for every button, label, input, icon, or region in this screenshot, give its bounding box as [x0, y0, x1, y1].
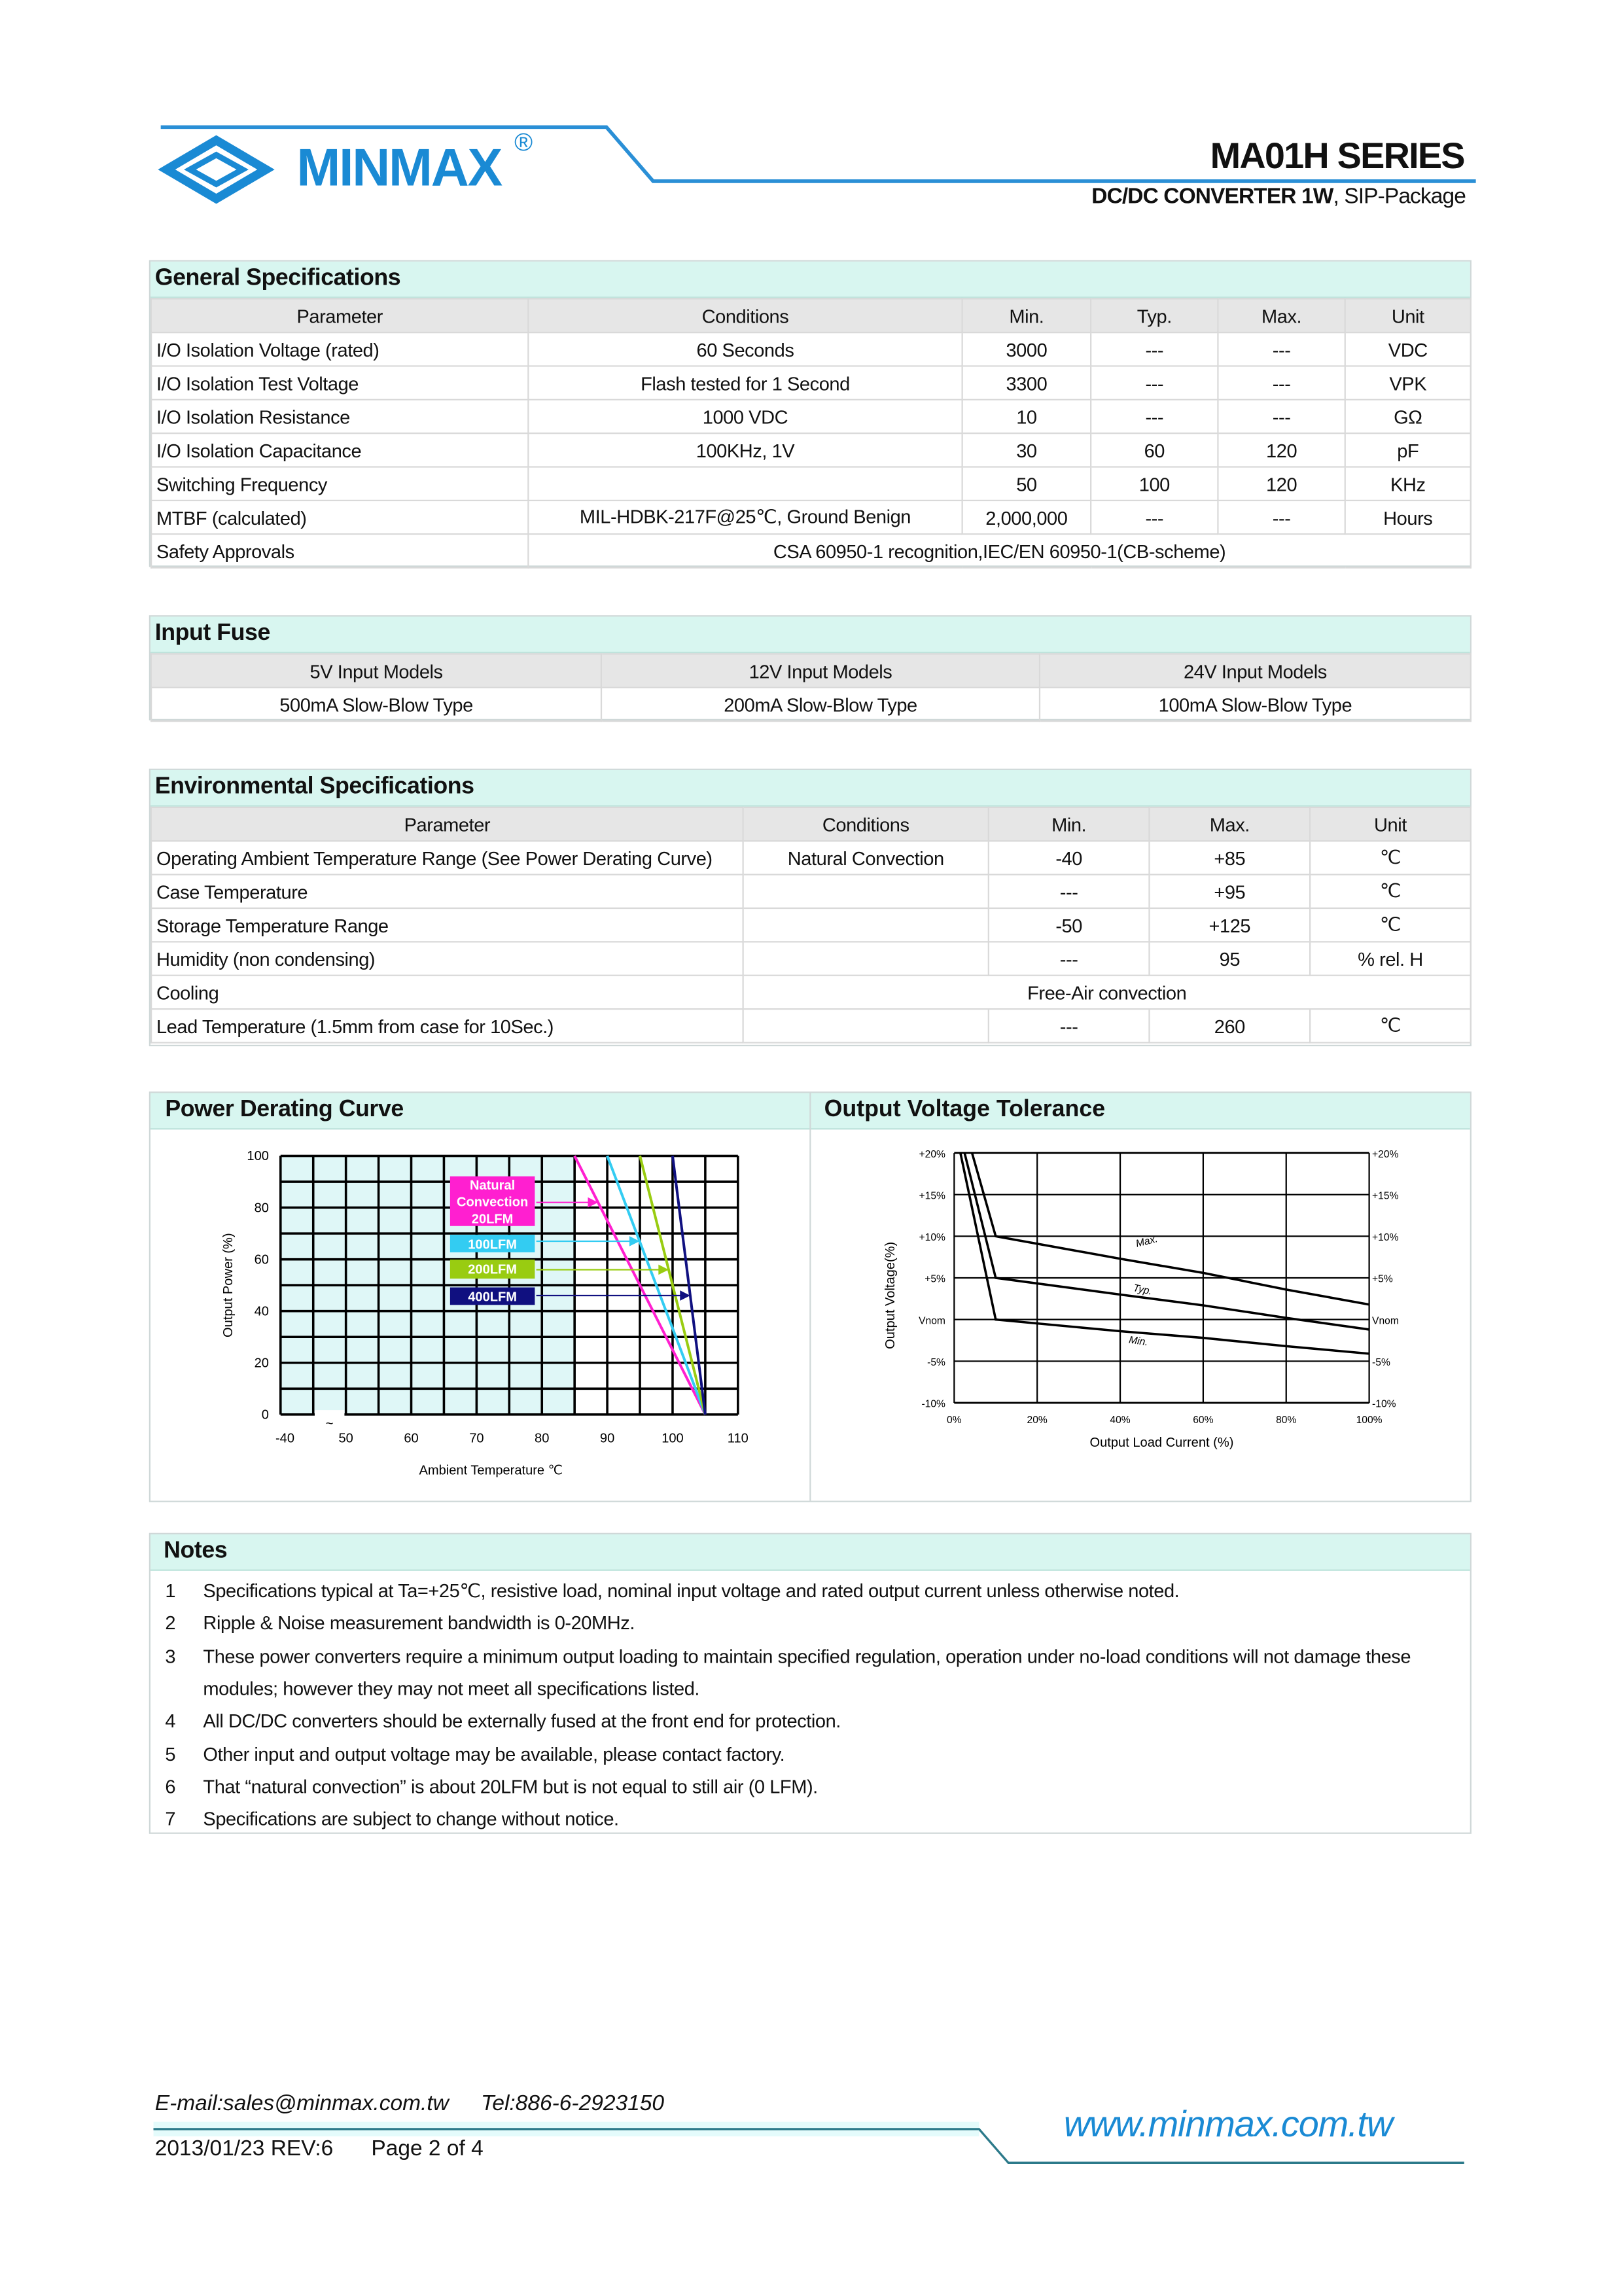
table-cell: Unit	[1310, 807, 1471, 841]
voltage-tolerance-title: Output Voltage Tolerance	[824, 1097, 1106, 1123]
x-tick-label: 60	[404, 1431, 419, 1446]
output-voltage-tolerance-chart	[811, 1129, 1470, 1500]
table-row	[151, 501, 1471, 534]
table-cell: Min.	[989, 807, 1150, 841]
input-fuse-section	[149, 615, 1472, 720]
table-cell: I/O Isolation Capacitance	[151, 433, 528, 467]
y-tick-label: 20	[254, 1356, 269, 1371]
table-cell: 5V Input Models	[151, 654, 601, 687]
charts-section	[149, 1091, 1472, 1502]
series-label: Typ.	[1132, 1282, 1154, 1298]
power-derating-chart	[150, 1129, 809, 1500]
table-cell: Max.	[1149, 807, 1310, 841]
y-axis-label: Output Power (%)	[221, 1233, 236, 1337]
table-cell: ---	[1091, 332, 1218, 366]
minmax-logo-icon	[167, 140, 266, 198]
table-cell: ℃	[1310, 875, 1471, 908]
table-cell: I/O Isolation Test Voltage	[151, 366, 528, 399]
footer-date-rev: 2013/01/23 REV:6	[154, 2136, 334, 2162]
table-cell: Free-Air convection	[743, 976, 1471, 1009]
subtitle-bold: DC/DC CONVERTER 1W	[1091, 184, 1333, 209]
table-cell: Operating Ambient Temperature Range (See Power Derating Curve)	[151, 841, 743, 874]
table-cell: +85	[1149, 841, 1310, 874]
legend-label: 20LFM	[471, 1212, 514, 1227]
table-cell: Conditions	[743, 807, 989, 841]
table-cell: 500mA Slow-Blow Type	[151, 688, 601, 721]
table-cell: Parameter	[151, 807, 743, 841]
section-title: Environmental Specifications	[150, 770, 1470, 807]
note-text: These power converters require a minimum output loading to maintain specified regulation, operation under no-load conditions will not damage these modules; however they may not meet all specifications listed.	[203, 1644, 1411, 1700]
table-cell: Unit	[1345, 299, 1471, 332]
table-cell	[743, 942, 989, 975]
x-tick-label: 80	[535, 1431, 550, 1446]
table-row	[151, 875, 1471, 908]
table-cell: MIL-HDBK-217F@25℃, Ground Benign	[528, 501, 962, 534]
table-cell: -50	[989, 908, 1150, 942]
table-cell: ℃	[1310, 841, 1471, 874]
table-cell: 3300	[962, 366, 1091, 399]
table-row	[151, 908, 1471, 942]
notes-section	[149, 1533, 1472, 1834]
subtitle-rest: , SIP-Package	[1333, 184, 1466, 209]
table-row	[151, 1009, 1471, 1042]
y-tick-label: -10%	[921, 1398, 945, 1410]
input-fuse-table	[150, 653, 1472, 722]
x-tick-label: 90	[599, 1431, 615, 1446]
table-cell: MTBF (calculated)	[151, 501, 528, 534]
table-cell: ---	[1218, 501, 1345, 534]
y-tick-label-right: -5%	[1372, 1357, 1390, 1369]
table-row	[151, 400, 1471, 433]
table-cell: ---	[989, 1009, 1150, 1042]
y-tick-label: +15%	[919, 1190, 945, 1202]
table-cell: 30	[962, 433, 1091, 467]
y-tick-label-right: +10%	[1372, 1232, 1399, 1244]
footer-tel: Tel:886-6-2923150	[480, 2091, 664, 2116]
table-cell: 60	[1091, 433, 1218, 467]
table-row	[151, 976, 1471, 1009]
table-cell: Typ.	[1091, 299, 1218, 332]
table-cell: ---	[1218, 366, 1345, 399]
table-cell: Humidity (non condensing)	[151, 942, 743, 975]
general-specifications-table	[150, 298, 1472, 569]
legend-label: 200LFM	[468, 1262, 518, 1277]
table-cell: VPK	[1345, 366, 1471, 399]
note-number: 3	[165, 1644, 176, 1667]
footer-page: Page 2 of 4	[371, 2136, 484, 2162]
general-specifications-section	[149, 260, 1472, 567]
note-number: 4	[165, 1710, 176, 1732]
x-axis-label: Ambient Temperature ℃	[419, 1463, 563, 1478]
table-cell: 100	[1091, 467, 1218, 501]
footer-email: E-mail:sales@minmax.com.tw	[154, 2091, 449, 2116]
table-cell: Safety Approvals	[151, 534, 528, 567]
table-cell: Hours	[1345, 501, 1471, 534]
table-row	[151, 942, 1471, 975]
y-tick-label-right: +20%	[1372, 1148, 1399, 1160]
table-cell: 95	[1149, 942, 1310, 975]
table-cell: 24V Input Models	[1040, 654, 1471, 687]
table-header-row	[151, 654, 1471, 687]
table-cell: 100KHz, 1V	[528, 433, 962, 467]
table-row	[151, 534, 1471, 567]
legend-label: Convection	[456, 1195, 529, 1210]
series-line-2	[961, 1153, 1369, 1354]
y-tick-label: -5%	[927, 1357, 945, 1369]
table-header-row	[151, 807, 1471, 841]
y-tick-label-right: +15%	[1372, 1190, 1399, 1202]
table-cell: ---	[1218, 400, 1345, 433]
y-tick-label: +5%	[925, 1273, 945, 1285]
note-number: 7	[165, 1807, 176, 1830]
table-cell: ---	[1091, 400, 1218, 433]
table-cell: 12V Input Models	[601, 654, 1040, 687]
note-number: 5	[165, 1742, 176, 1765]
table-cell: ℃	[1310, 908, 1471, 942]
legend-label: 400LFM	[468, 1290, 518, 1305]
x-tick-label: 110	[727, 1431, 749, 1446]
table-row	[151, 366, 1471, 399]
note-text: All DC/DC converters should be externally fused at the front end for protection.	[203, 1710, 841, 1732]
table-row	[151, 467, 1471, 501]
environmental-specifications-section	[149, 769, 1472, 1046]
power-derating-title: Power Derating Curve	[150, 1093, 1470, 1130]
table-cell: Min.	[962, 299, 1091, 332]
y-tick-label: +20%	[919, 1148, 945, 1160]
table-cell: Parameter	[151, 299, 528, 332]
table-cell: 50	[962, 467, 1091, 501]
section-title: Notes	[150, 1534, 1470, 1571]
table-cell: Flash tested for 1 Second	[528, 366, 962, 399]
section-title: Input Fuse	[150, 616, 1470, 653]
note-text: Ripple & Noise measurement bandwidth is 0-20MHz.	[203, 1612, 635, 1634]
footer-contact	[155, 2091, 664, 2116]
x-tick-label: 70	[469, 1431, 484, 1446]
note-text: Specifications are subject to change without notice.	[203, 1807, 619, 1830]
note-text: Other input and output voltage may be available, please contact factory.	[203, 1742, 785, 1765]
section-title: General Specifications	[150, 262, 1470, 298]
table-cell: KHz	[1345, 467, 1471, 501]
table-cell: +125	[1149, 908, 1310, 942]
table-cell: VDC	[1345, 332, 1471, 366]
table-cell: Cooling	[151, 976, 743, 1009]
x-tick-label: 60%	[1193, 1415, 1214, 1426]
environmental-specifications-table	[150, 807, 1472, 1044]
table-cell: 100mA Slow-Blow Type	[1040, 688, 1471, 721]
y-tick-label: Vnom	[919, 1315, 945, 1327]
y-tick-label: +10%	[919, 1232, 945, 1244]
series-title: MA01H SERIES	[1210, 135, 1464, 177]
x-tick-label: 100	[661, 1431, 684, 1446]
x-tick-label: -40	[275, 1431, 295, 1446]
legend-label: 100LFM	[468, 1237, 518, 1252]
table-cell: -40	[989, 841, 1150, 874]
registered-mark: ®	[514, 128, 533, 156]
table-cell: 3000	[962, 332, 1091, 366]
table-cell: I/O Isolation Voltage (rated)	[151, 332, 528, 366]
note-number: 2	[165, 1612, 176, 1634]
table-row	[151, 332, 1471, 366]
x-axis-label: Output Load Current (%)	[1089, 1435, 1234, 1450]
y-tick-label: 100	[247, 1149, 269, 1164]
table-cell: ---	[1091, 501, 1218, 534]
y-tick-label: 40	[254, 1304, 269, 1319]
y-tick-label: 80	[254, 1201, 269, 1216]
table-cell: CSA 60950-1 recognition,IEC/EN 60950-1(CB-scheme)	[528, 534, 1470, 567]
table-cell	[528, 467, 962, 501]
table-cell: ---	[1091, 366, 1218, 399]
table-cell: 10	[962, 400, 1091, 433]
y-tick-label-right: -10%	[1372, 1398, 1396, 1410]
table-cell: ---	[989, 875, 1150, 908]
x-tick-label: 20%	[1027, 1415, 1048, 1426]
legend-label: Natural	[470, 1178, 516, 1193]
table-cell: Lead Temperature (1.5mm from case for 10Sec.)	[151, 1009, 743, 1042]
table-cell: % rel. H	[1310, 942, 1471, 975]
table-cell: Switching Frequency	[151, 467, 528, 501]
x-tick-label: 80%	[1276, 1415, 1297, 1426]
table-cell: 1000 VDC	[528, 400, 962, 433]
series-label: Min.	[1128, 1334, 1149, 1349]
table-cell: GΩ	[1345, 400, 1471, 433]
y-tick-label: 60	[254, 1252, 269, 1267]
table-cell: 60 Seconds	[528, 332, 962, 366]
table-cell: ---	[989, 942, 1150, 975]
y-axis-label: Output Voltage(%)	[883, 1241, 898, 1349]
series-label: Max.	[1135, 1233, 1159, 1250]
table-cell: ℃	[1310, 1009, 1471, 1042]
table-cell	[743, 908, 989, 942]
table-cell: Max.	[1218, 299, 1345, 332]
y-tick-label: 0	[261, 1407, 269, 1422]
note-number: 6	[165, 1775, 176, 1797]
website-link[interactable]: www.minmax.com.tw	[1063, 2104, 1393, 2146]
axis-break-mark: ~	[325, 1416, 334, 1431]
table-cell: 200mA Slow-Blow Type	[601, 688, 1040, 721]
note-text: That “natural convection” is about 20LFM but is not equal to still air (0 LFM).	[203, 1775, 818, 1797]
table-cell: pF	[1345, 433, 1471, 467]
table-cell: Case Temperature	[151, 875, 743, 908]
footer-revision	[155, 2136, 484, 2161]
note-text: Specifications typical at Ta=+25℃, resistive load, nominal input voltage and rated output current unless otherwise noted.	[203, 1580, 1180, 1602]
table-row	[151, 841, 1471, 874]
note-number: 1	[165, 1580, 176, 1602]
table-cell: 120	[1218, 433, 1345, 467]
table-cell: 260	[1149, 1009, 1310, 1042]
table-cell: ---	[1218, 332, 1345, 366]
brand-name: MINMAX	[296, 137, 502, 198]
table-cell: Storage Temperature Range	[151, 908, 743, 942]
table-cell: +95	[1149, 875, 1310, 908]
table-cell: 2,000,000	[962, 501, 1091, 534]
table-cell: Conditions	[528, 299, 962, 332]
table-cell: I/O Isolation Resistance	[151, 400, 528, 433]
table-cell: 120	[1218, 467, 1345, 501]
series-subtitle	[1091, 184, 1466, 209]
x-tick-label: 100%	[1356, 1415, 1383, 1426]
table-row	[151, 433, 1471, 467]
table-header-row	[151, 299, 1471, 332]
table-cell	[743, 875, 989, 908]
x-tick-label: 0%	[947, 1415, 962, 1426]
y-tick-label-right: +5%	[1372, 1273, 1393, 1285]
x-tick-label: 40%	[1110, 1415, 1131, 1426]
table-cell	[743, 1009, 989, 1042]
y-tick-label-right: Vnom	[1372, 1315, 1399, 1327]
x-tick-label: 50	[338, 1431, 353, 1446]
table-row	[151, 688, 1471, 721]
table-cell: Natural Convection	[743, 841, 989, 874]
